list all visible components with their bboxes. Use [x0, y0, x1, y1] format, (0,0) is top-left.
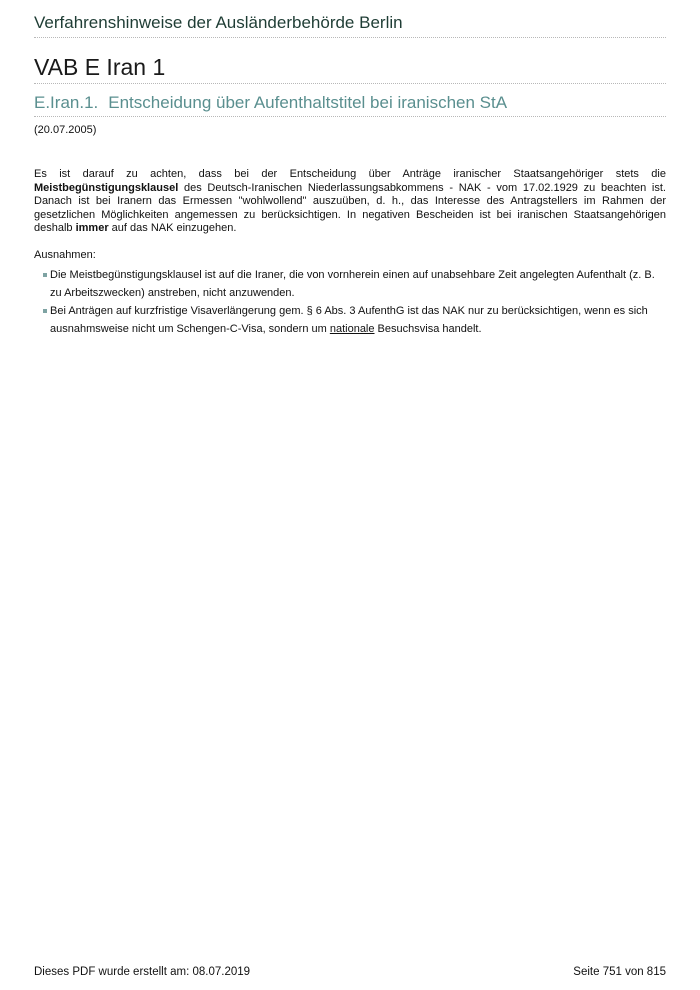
footer-page-number: Seite 751 von 815 — [573, 966, 666, 978]
list-item-underlined: nationale — [329, 323, 375, 335]
square-bullet-icon — [43, 273, 47, 277]
paragraph-text-1: Es ist darauf zu achten, dass bei der Entscheidung über Anträge iranischer Staatsangehöriger stets die — [34, 168, 666, 180]
paragraph-text-3: auf das NAK einzugehen. — [108, 222, 237, 234]
section-heading — [34, 93, 507, 113]
document-title: VAB E Iran 1 — [34, 54, 166, 80]
section-divider — [34, 116, 666, 117]
exceptions-label: Ausnahmen: — [34, 249, 96, 261]
footer-created-date: Dieses PDF wurde erstellt am: 08.07.2019 — [34, 966, 251, 978]
list-item — [44, 302, 664, 338]
list-item-text: Die Meistbegünstigungsklausel ist auf die Iraner, die von vornherein einen auf unabsehbare Zeit angelegten Aufenthalt (z. B. zu Arbeitszwecken) anstreben, nicht anzuwenden. — [50, 269, 655, 299]
section-number: E.Iran.1. — [34, 93, 99, 112]
square-bullet-icon — [43, 309, 47, 313]
list-item-text: Bei Anträgen auf kurzfristige Visaverlängerung gem. § 6 Abs. 3 AufenthG ist das NAK nur zu berücksichtigen, wenn es sich ausnahmsweise nicht um Schengen-C-Visa, sondern um — [50, 305, 648, 335]
list-item — [44, 266, 664, 302]
header-divider — [34, 37, 666, 38]
section-date: (20.07.2005) — [34, 124, 97, 136]
paragraph-bold-term: Meistbegünstigungsklausel — [34, 181, 179, 194]
title-divider — [34, 83, 666, 84]
main-paragraph — [34, 168, 666, 236]
paragraph-bold-immer: immer — [75, 222, 109, 234]
paragraph-text-2: des Deutsch-Iranischen Niederlassungsabkommens - NAK - vom 17.02.1929 zu beachten ist. Danach ist bei Iranern das Ermessen "wohlwollend" auszuüben, d. h., das Interesse des Antragstellers im Rahmen der gesetzlichen Möglichkeiten angemessen zu berücksichtigen. In negativen Bescheiden ist bei iranischen Staatsangehörigen deshalb — [34, 181, 666, 234]
list-item-text-end: Besuchsvisa handelt. — [374, 323, 482, 335]
exceptions-list — [44, 266, 664, 338]
section-title: Entscheidung über Aufenthaltstitel bei iranischen StA — [108, 93, 508, 112]
header-title: Verfahrenshinweise der Ausländerbehörde Berlin — [34, 13, 403, 32]
